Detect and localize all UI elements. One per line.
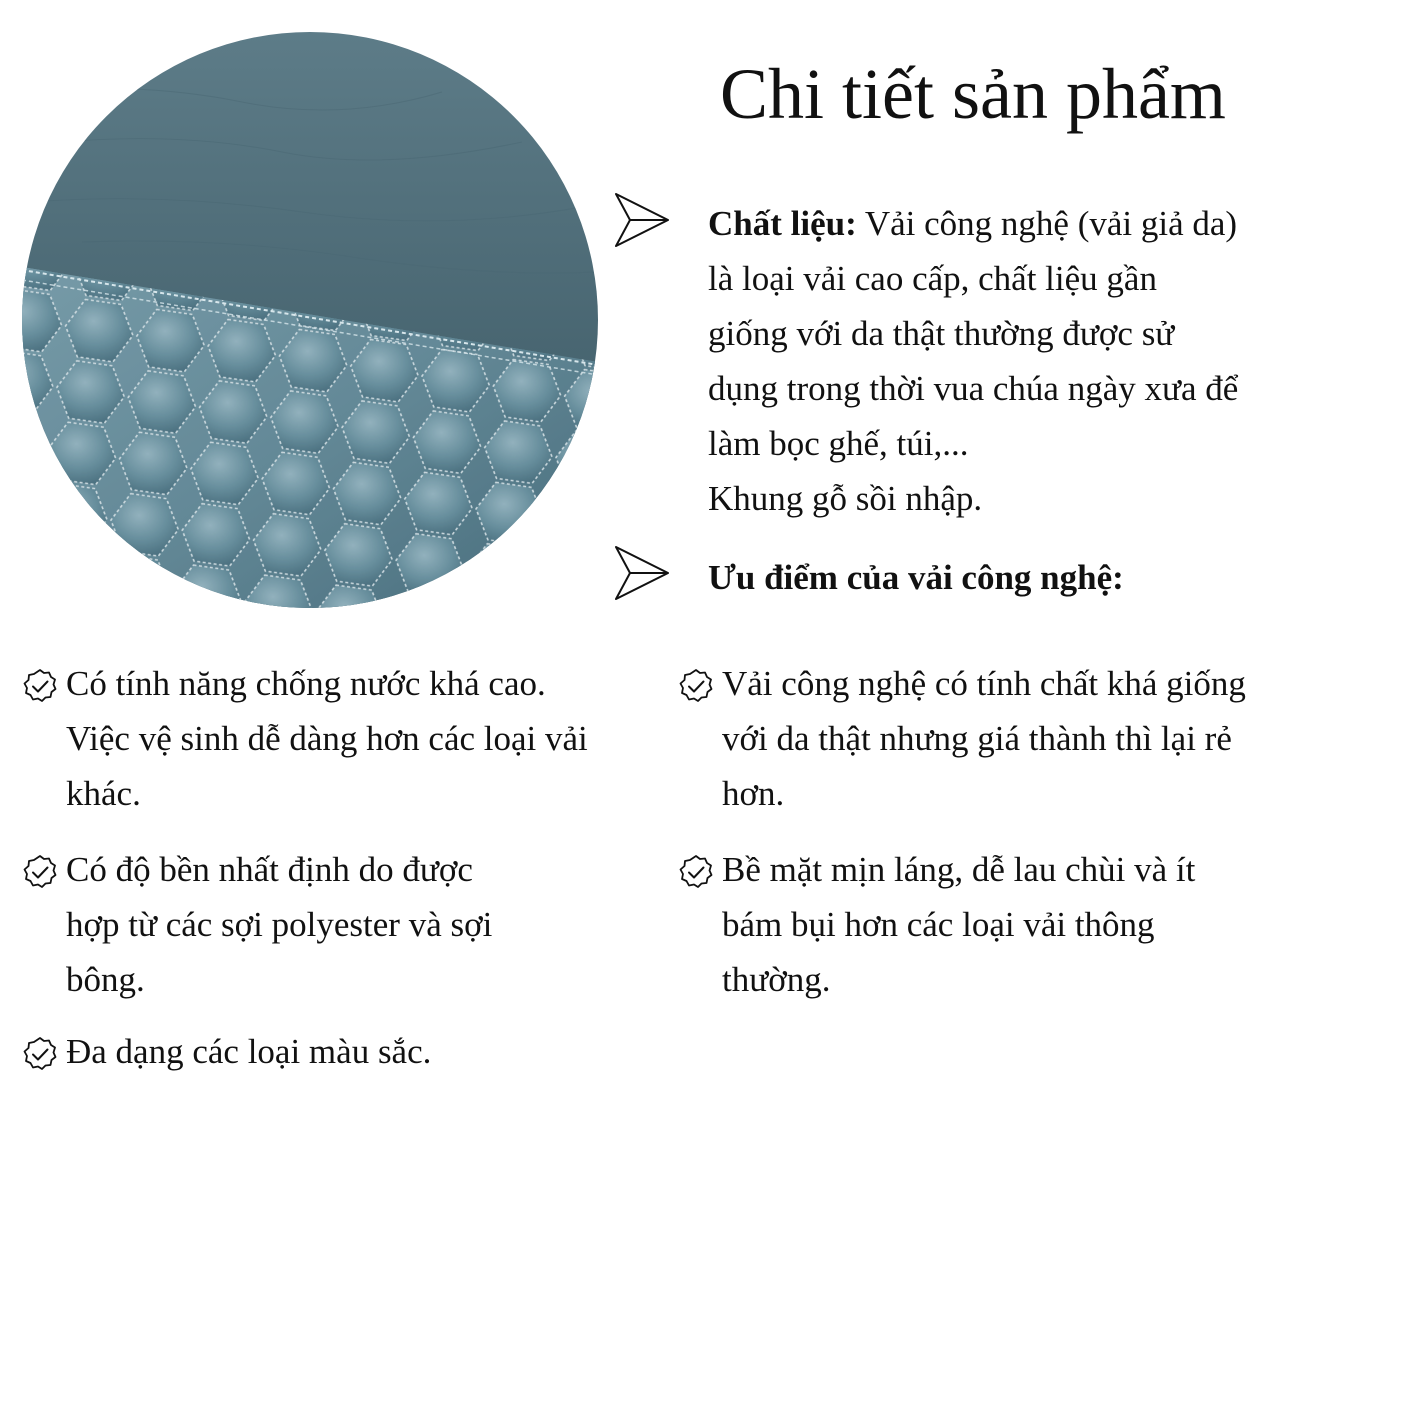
advantage-item: [678, 656, 1246, 821]
material-description: [708, 196, 1348, 526]
material-line: Khung gỗ sồi nhập.: [708, 479, 983, 518]
advantage-line: Vải công nghệ có tính chất khá giống: [722, 664, 1246, 703]
send-arrow-icon: [612, 543, 672, 603]
page-title: Chi tiết sản phẩm: [720, 54, 1226, 134]
advantage-line: Có độ bền nhất định do được: [66, 850, 473, 889]
check-badge-icon: [678, 668, 714, 704]
material-first-line-text: Vải công nghệ (vải giả da): [856, 204, 1238, 243]
check-badge-icon: [678, 854, 714, 890]
advantage-item: [22, 842, 492, 1007]
advantages-heading: Ưu điểm của vải công nghệ:: [708, 558, 1124, 597]
advantage-item: [22, 1024, 431, 1079]
material-line: giống với da thật thường được sử: [708, 314, 1175, 353]
advantage-line: thường.: [722, 960, 831, 999]
advantage-line: Có tính năng chống nước khá cao.: [66, 664, 546, 703]
material-line: là loại vải cao cấp, chất liệu gần: [708, 259, 1157, 298]
advantage-line: bông.: [66, 960, 145, 999]
material-line: làm bọc ghế, túi,...: [708, 424, 969, 463]
advantage-line: hợp từ các sợi polyester và sợi: [66, 905, 493, 944]
advantage-item: [22, 656, 588, 821]
check-badge-icon: [22, 668, 58, 704]
material-label: Chất liệu:: [708, 204, 857, 243]
advantage-line: Bề mặt mịn láng, dễ lau chùi và ít: [722, 850, 1196, 889]
advantage-line: khác.: [66, 774, 141, 813]
advantage-line: bám bụi hơn các loại vải thông: [722, 905, 1155, 944]
advantage-line: với da thật nhưng giá thành thì lại rẻ: [722, 719, 1232, 758]
advantage-line: hơn.: [722, 774, 785, 813]
check-badge-icon: [22, 854, 58, 890]
material-first-line: [708, 196, 1348, 251]
send-arrow-icon: [612, 190, 672, 250]
advantage-line: Đa dạng các loại màu sắc.: [66, 1032, 432, 1071]
check-badge-icon: [22, 1036, 58, 1072]
advantage-item: [678, 842, 1195, 1007]
material-line: dụng trong thời vua chúa ngày xưa để: [708, 369, 1239, 408]
advantage-line: Việc vệ sinh dễ dàng hơn các loại vải: [66, 719, 588, 758]
product-material-photo: [22, 32, 598, 608]
